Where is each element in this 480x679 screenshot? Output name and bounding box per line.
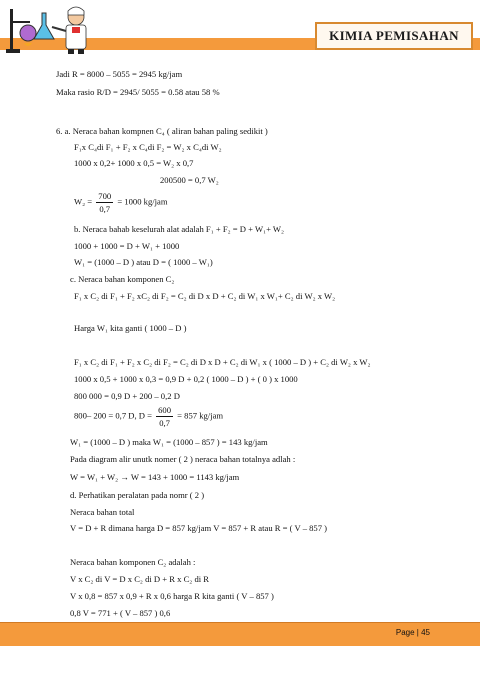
equation-rhs: = 1000 kg/jam <box>117 196 168 207</box>
text-line: 800 000 = 0,9 D + 200 – 0,2 D <box>74 391 180 401</box>
fraction <box>96 192 113 213</box>
text-line: Jadi R = 8000 – 5055 = 2945 kg/jam <box>56 69 183 79</box>
text-line: V = D + R dimana harga D = 857 kg/jam V = 857 + R atau R = ( V – 857 ) <box>70 523 328 533</box>
text-line: 1000 x 0,5 + 1000 x 0,3 = 0,9 D + 0,2 ( 1000 – D ) + ( 0 ) x 1000 <box>74 374 298 384</box>
text-line: V x C₂ di V = D x C₂ di D + R x C₂ di R <box>70 574 210 584</box>
page-number: Page | 45 <box>395 628 430 637</box>
equation-lhs: 800– 200 = 0,7 D, D = <box>74 410 152 421</box>
equation-w2 <box>74 192 168 213</box>
fraction-denominator: 0,7 <box>99 203 111 214</box>
text-line: 200500 = 0,7 W₂ <box>160 175 219 185</box>
equation-rhs: = 857 kg/jam <box>177 410 224 421</box>
text-line: 1000 x 0,2+ 1000 x 0,5 = W₂ x 0,7 <box>74 158 194 168</box>
text-line: d. Perhatikan peralatan pada nomr ( 2 ) <box>70 490 205 500</box>
text-line: Maka rasio R/D = 2945/ 5055 = 0.58 atau 58 % <box>56 87 220 97</box>
text-line: W₁ = (1000 – D ) maka W₁ = (1000 – 857 ) = 143 kg/jam <box>70 437 268 447</box>
text-line: W₁ = (1000 – D ) atau D = ( 1000 – W₁) <box>74 257 213 267</box>
text-line: 0,8 V = 771 + ( V – 857 ) 0,6 <box>70 608 171 618</box>
text-line: b. Neraca bahab keselurah alat adalah F₁ + F₂ = D + W₁+ W₂ <box>74 224 285 234</box>
text-line: F₁ x C₂ di F₁ + F₂ x C₂ di F₂ = C₂ di D x D + C₂ di W₁ x ( 1000 – D ) + C₂ di W₂ x W₂ <box>74 357 371 367</box>
equation-d <box>74 406 223 427</box>
page-title: KIMIA PEMISAHAN <box>315 22 473 50</box>
text-line: 6. a. Neraca bahan kompnen C₄ ( aliran bahan paling sedikit ) <box>56 126 268 136</box>
text-line: F₁ x C₂ di F₁ + F₂ xC₂ di F₂ = C₂ di D x D + C₂ di W₁ x W₁+ C₂ di W₂ x W₂ <box>74 291 336 301</box>
text-line: F₁x C₄di F₁ + F₂ x C₄di F₂ = W₂ x C₄di W₂ <box>74 142 222 152</box>
text-line: Harga W₁ kita ganti ( 1000 – D ) <box>74 323 187 333</box>
text-line: c. Neraca bahan komponen C₂ <box>70 274 175 284</box>
text-line: Neraca bahan komponen C₂ adalah : <box>70 557 196 567</box>
fraction-numerator: 700 <box>98 191 112 201</box>
text-line: W = W₁ + W₂ → W = 143 + 1000 = 1143 kg/jam <box>70 472 240 482</box>
text-line: Pada diagram alir unutk nomer ( 2 ) neraca bahan totalnya adlah : <box>70 454 296 464</box>
chemist-logo-icon <box>6 3 102 55</box>
fraction-denominator: 0,7 <box>159 417 170 428</box>
footer-divider <box>0 622 480 623</box>
fraction-numerator: 600 <box>158 405 172 415</box>
fraction <box>156 406 173 427</box>
equation-lhs: W₂ = <box>74 196 93 207</box>
text-line: 1000 + 1000 = D + W₁ + 1000 <box>74 241 180 251</box>
text-line: V x 0,8 = 857 x 0,9 + R x 0,6 harga R kita ganti ( V – 857 ) <box>70 591 274 601</box>
text-line: Neraca bahan total <box>70 507 135 517</box>
